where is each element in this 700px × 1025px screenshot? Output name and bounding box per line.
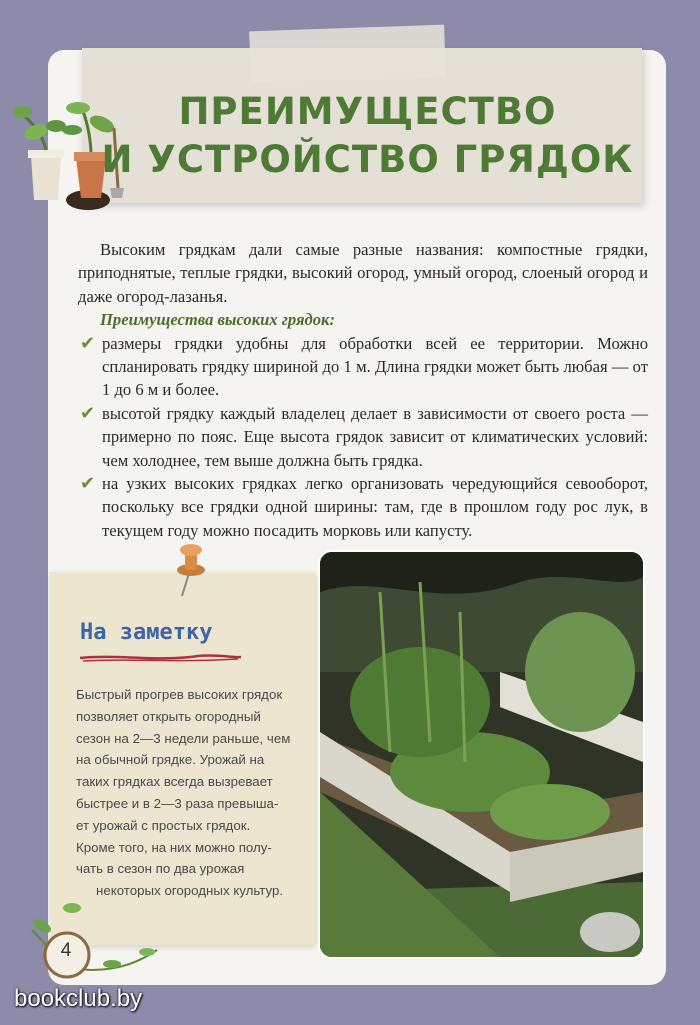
list-item: ✔ размеры грядки удобны для обработки всей ее территории. Можно спланировать грядку шириной до 1 м. Длина грядки может быть любая — от 1 до 6 м и более. xyxy=(80,332,648,400)
title-line-2: И УСТРОЙСТВО ГРЯДОК xyxy=(101,138,634,181)
note-underline-decoration xyxy=(78,652,243,664)
tape-strip xyxy=(249,25,446,84)
pushpin-icon xyxy=(168,540,214,600)
advantages-heading: Преимущества высоких грядок: xyxy=(100,310,335,330)
checkmark-icon: ✔ xyxy=(80,402,96,424)
article-body xyxy=(78,238,648,542)
page-title xyxy=(95,88,640,184)
watermark: bookclub.by xyxy=(14,985,143,1012)
title-line-1: ПРЕИМУЩЕСТВО xyxy=(178,90,557,133)
checkmark-icon: ✔ xyxy=(80,332,96,354)
note-title: На заметку xyxy=(80,620,213,645)
list-item: ✔ высотой грядку каждый владелец делает в зависимости от своего роста — примерно по пояс. Еще высота грядок зависит от климатических условий: чем холоднее, тем выше должна быть грядка. xyxy=(80,402,648,470)
advantages-list xyxy=(78,332,648,543)
list-item: ✔ на узких высоких грядках легко организовать чередующийся севооборот, поскольку все грядки одной ширины: там, где в прошлом году рос лук, в текущем году можно посадить морковь или капусту. xyxy=(80,473,648,540)
checkmark-icon: ✔ xyxy=(80,473,96,495)
garden-photo-illustration xyxy=(320,552,643,957)
raised-beds-photo xyxy=(320,552,643,957)
page-number: 4 xyxy=(60,940,72,961)
note-text: Быстрый прогрев высоких грядок позволяет открыть огородный сезон на 2—3 недели раньше, чем на обычной грядке. Урожай на таких грядках всегда вызревает быстрее и в 2—3 раза превыша- ет урожай с простых грядок. Кроме того, на них можно полу- чать в сезон по два урожая некоторых огородных культур. xyxy=(76,687,291,899)
intro-paragraph: Высоким грядкам дали самые разные названия: компостные грядки, приподнятые, теплые грядки, высокий огород, умный огород, слоеный огород и даже огород-лазанья. xyxy=(78,240,648,306)
